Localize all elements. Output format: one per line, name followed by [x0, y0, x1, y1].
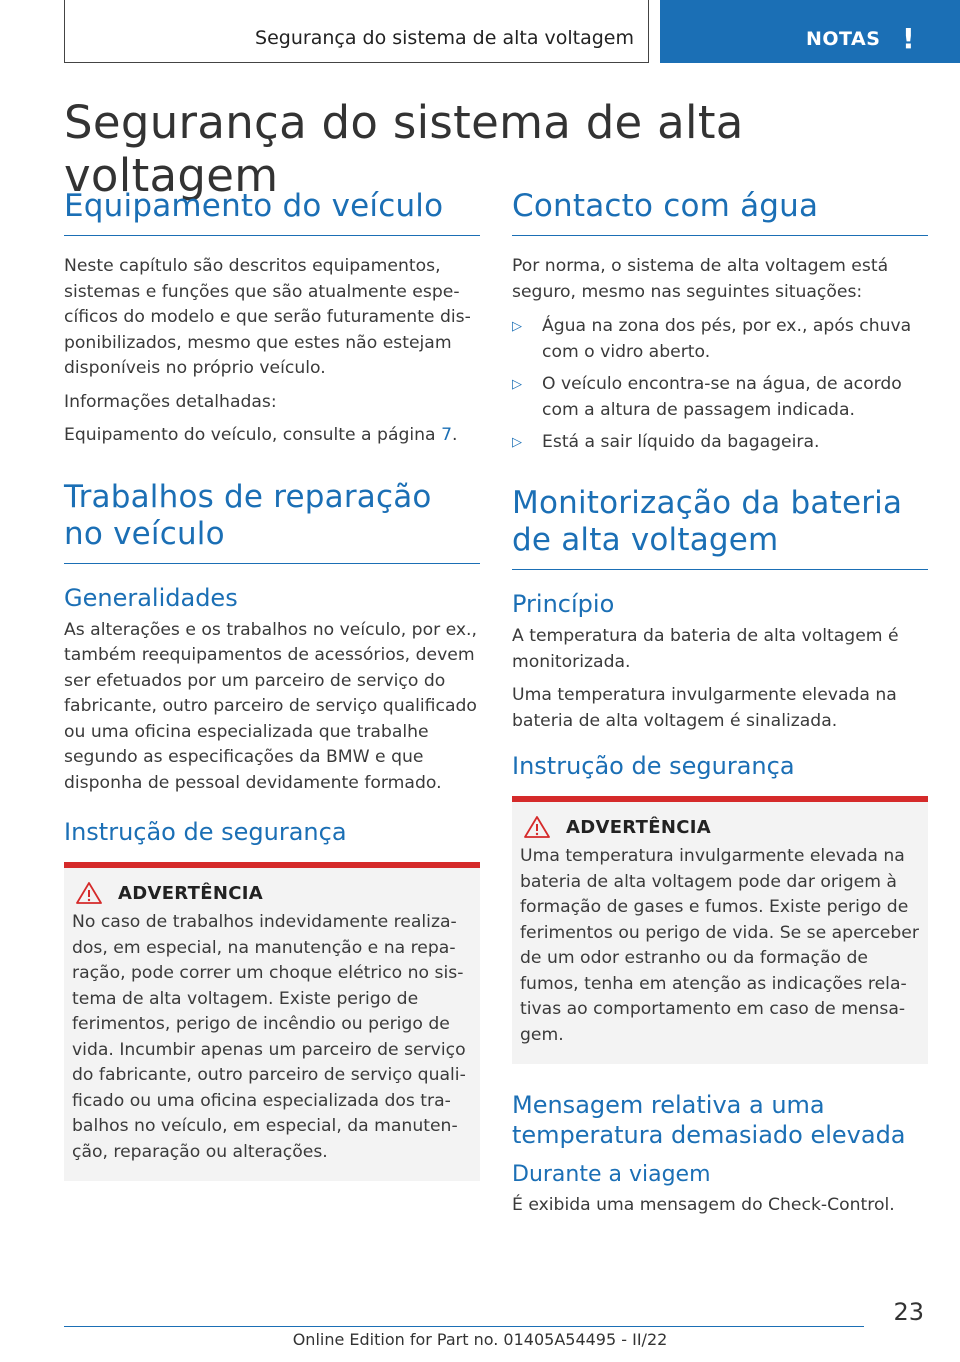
divider: [64, 563, 480, 564]
header-tab-label: NOTAS: [806, 28, 881, 50]
list-item: ▷ O veículo encontra-se na água, de acordo com a altura de passagem indicada.: [512, 374, 902, 420]
heading-driving: Durante a viagem: [512, 1162, 711, 1187]
heading-safety: Instrução de segurança: [64, 818, 347, 846]
paragraph: As alterações e os trabalhos no veículo, por ex., também reequipamentos de acessórios, devem ser efetuados por um parceiro de serviço do fabricante, outro parceiro de serviço qualificado ou uma oficina especializada que trabalhe segundo as especificações da BMW e que disponha de pessoal devidamente formado.: [64, 619, 477, 793]
warning-text: No caso de trabalhos indevidamente realizados, em especial, na manutenção e na reparação, pode correr um choque elétrico no sistema de alta voltagem. Existe perigo de ferimentos, perigo de incêndio ou perigo de vida. Incumbir apenas um parceiro de serviço do fabricante, outro parceiro de serviço qualificado ou uma oficina especializada dos trabalhos no veículo, em especial, da manutenção, reparação ou alterações.: [72, 912, 466, 1162]
heading-general: Generalidades: [64, 583, 238, 612]
divider: [512, 235, 928, 236]
right-column: [512, 188, 928, 1227]
header-section-title: Segurança do sistema de alta voltagem: [255, 27, 634, 49]
heading-message: Mensagem relativa a uma temperatura demasiado elevada: [512, 1091, 906, 1149]
exclamation-icon: !: [902, 22, 915, 55]
heading-principle: Princípio: [512, 590, 615, 618]
divider: [512, 569, 928, 570]
warning-box: [64, 862, 480, 1181]
page-number: 23: [893, 1298, 924, 1326]
paragraph: Uma temperatura invulgarmente elevada na bateria de alta voltagem é sinalizada.: [512, 685, 897, 731]
heading-equipment: Equipamento do veículo: [64, 188, 444, 224]
heading-safety: Instrução de segurança: [512, 752, 795, 780]
bullet-triangle-icon: ▷: [512, 435, 522, 450]
warning-triangle-icon: [76, 882, 102, 904]
left-column: [64, 188, 480, 1181]
page-title: Segurança do sistema de alta voltagem: [64, 96, 744, 202]
heading-repair: Trabalhos de reparação no veículo: [64, 478, 432, 552]
divider: [64, 235, 480, 236]
paragraph: Neste capítulo são descritos equipamentos, sistemas e funções que são atualmente específicos do modelo e que serão futuramente disponibilizados, mesmo que estes não estejam disponíveis no próprio veículo.: [64, 256, 471, 378]
warning-box: [512, 796, 928, 1064]
paragraph: Equipamento do veículo, consulte a página 7.: [64, 425, 458, 445]
warning-title: ADVERTÊNCIA: [566, 816, 711, 838]
paragraph: A temperatura da bateria de alta voltagem é monitorizada.: [512, 626, 899, 672]
warning-triangle-icon: [524, 816, 550, 838]
header-section-box: [64, 0, 649, 63]
water-list: [512, 313, 928, 455]
warning-title: ADVERTÊNCIA: [118, 882, 263, 904]
header-tab: [660, 0, 960, 63]
bullet-triangle-icon: ▷: [512, 319, 522, 334]
heading-monitor: Monitorização da bateria de alta voltagem: [512, 485, 903, 558]
footer-edition: Online Edition for Part no. 01405A54495 - II/22: [292, 1330, 668, 1349]
list-item: ▷ Água na zona dos pés, por ex., após chuva com o vidro aberto.: [512, 316, 912, 362]
warning-text: Uma temperatura invulgarmente elevada na bateria de alta voltagem pode dar origem à formação de gases e fumos. Existe perigo de ferimentos ou perigo de vida. Se se aperceber de um odor estranho ou da formação de fumos, tenha em atenção as indicações relativas ao comportamento em caso de mensagem.: [520, 846, 919, 1045]
page-link[interactable]: 7: [441, 425, 452, 445]
paragraph: É exibida uma mensagem do Check-Control.: [512, 1195, 895, 1215]
paragraph: Por norma, o sistema de alta voltagem está seguro, mesmo nas seguintes situações:: [512, 256, 889, 302]
list-item: ▷ Está a sair líquido da bagageira.: [512, 429, 928, 455]
heading-water: Contacto com água: [512, 188, 819, 224]
paragraph: Informações detalhadas:: [64, 391, 277, 412]
footer-divider: [64, 1326, 864, 1327]
bullet-triangle-icon: ▷: [512, 377, 522, 392]
